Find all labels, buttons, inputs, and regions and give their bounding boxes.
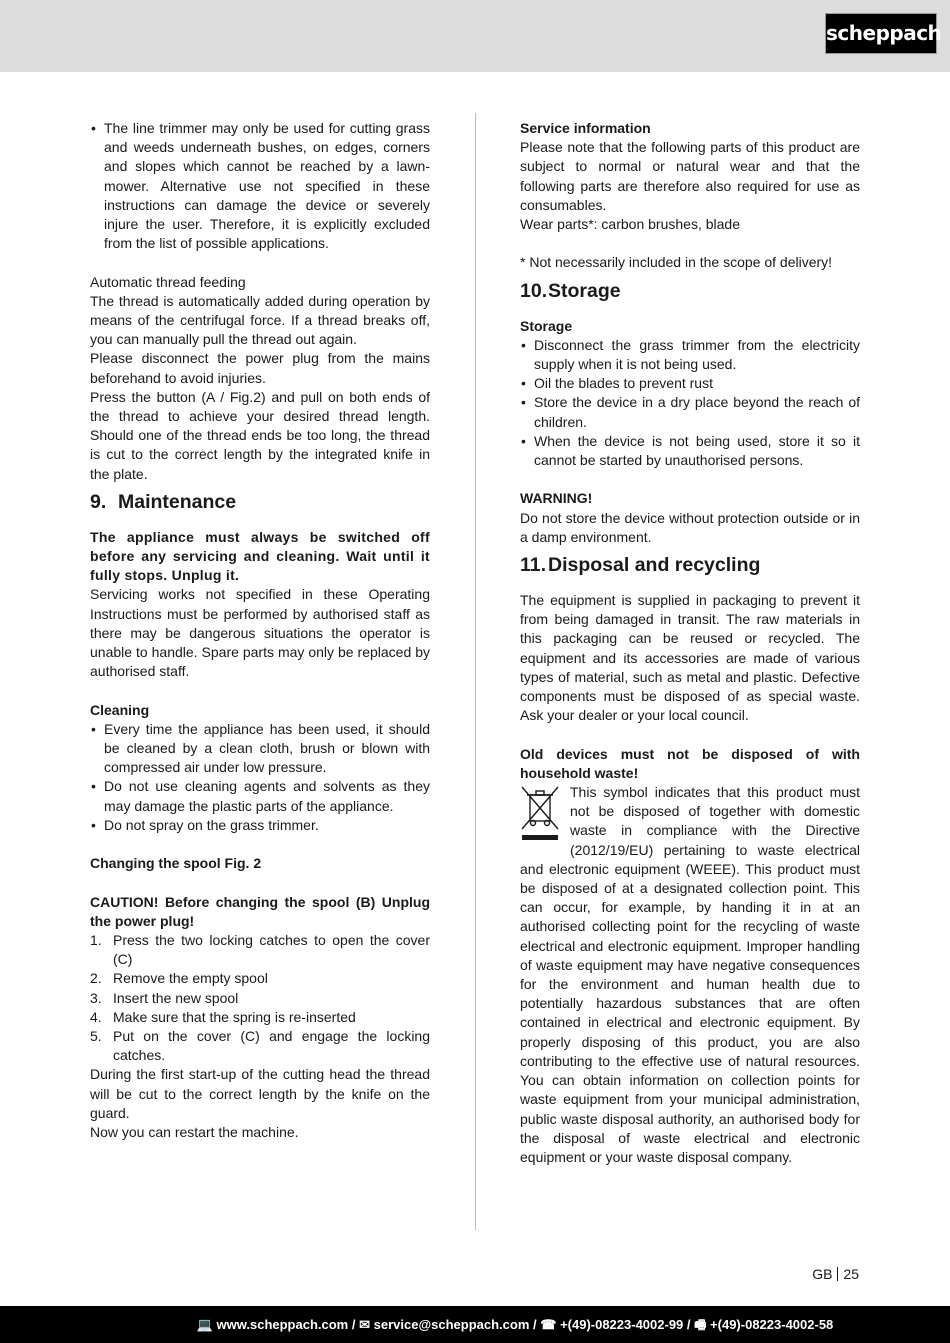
- scheppach-logo: scheppach: [825, 13, 937, 54]
- spool-title: Changing the spool Fig. 2: [90, 855, 262, 872]
- fax-icon: 🖷: [694, 1317, 707, 1332]
- paragraph: During the first start-up of the cutting head the thread will be cut to the correct length by the knife on the guard.: [90, 1066, 430, 1121]
- paragraph: Servicing works not specified in these Operating Instructions must be performed by authorised staff as there may be dangerous situations the operator is unable to handle. Spare parts may only be replaced by authorised staff.: [90, 586, 430, 680]
- page-footer: 💻 www.scheppach.com / ✉ service@scheppach.com / ☎ +(49)-08223-4002-99 / 🖷 +(49)-08223-4002-58: [0, 1306, 950, 1343]
- paragraph: Press the button (A / Fig.2) and pull on both ends of the thread to achieve your desired thread length. Should one of the thread ends be too long, the thread is cut to the correct length by the integrated knife in the plate.: [90, 388, 430, 482]
- phone-number: +(49)-08223-4002-99: [560, 1317, 684, 1332]
- email-link[interactable]: service@scheppach.com: [373, 1317, 530, 1332]
- phone-icon: ☎: [540, 1317, 557, 1332]
- column-divider: [475, 113, 476, 1230]
- left-column: [90, 119, 430, 1142]
- paragraph: Please note that the following parts of this product are subject to normal or natural wear and that the following parts are therefore also required for use as consumables.: [520, 139, 860, 213]
- list-item: 1. Press the two locking catches to open the cover (C): [90, 932, 430, 968]
- section-heading-maintenance: 9. Maintenance: [90, 490, 237, 513]
- cleaning-title: Cleaning: [90, 701, 150, 718]
- list-item: • Disconnect the grass trimmer from the electricity supply when it is not being used.: [520, 336, 860, 374]
- weee-crossed-bin-icon: [520, 785, 564, 843]
- right-column: [520, 119, 860, 1167]
- weee-paragraph: This symbol indicates that this product must not be disposed of together with domestic waste in compliance with the Directive (2012/19/EU) pertaining to waste electrical and electronic equipment (WEEE). This product must be disposed of at a designated collection point. This can occur, for example, by handing it in at an authorised collecting point for the recycling of waste electrical and electronic equipment. Improper handling of waste equipment may have negative consequences for the environment and human health due to potentially hazardous substances that are often contained in electrical and electronic equipment. By properly disposing of this product, you are also contributing to the effective use of natural resources. You can obtain information on collection points for waste equipment from your municipal administration, public waste disposal authority, an authorised body for the disposal of waste electrical and electronic equipment or your waste disposal company.: [520, 784, 860, 1165]
- old-devices-title: Old devices must not be disposed of with household waste!: [520, 745, 860, 781]
- maintenance-warning: The appliance must always be switched off before any servicing and cleaning. Wait until it fully stops. Unplug it.: [90, 528, 430, 584]
- spool-caution: CAUTION! Before changing the spool (B) Unplug the power plug!: [90, 893, 430, 929]
- fax-number: +(49)-08223-4002-58: [710, 1317, 834, 1332]
- website-link[interactable]: www.scheppach.com: [216, 1317, 349, 1332]
- service-title: Service information: [520, 120, 651, 136]
- footnote: * Not necessarily included in the scope of delivery!: [520, 254, 833, 271]
- list-item: • Do not spray on the grass trimmer.: [90, 816, 430, 835]
- wear-parts: Wear parts*: carbon brushes, blade: [520, 216, 740, 233]
- list-item: • Oil the blades to prevent rust: [520, 374, 860, 393]
- section-heading-disposal: 11. Disposal and recycling: [520, 554, 761, 577]
- spool-steps: [90, 931, 430, 1065]
- warning-title: WARNING!: [520, 490, 593, 507]
- section-heading-storage: 10.Storage: [520, 279, 621, 302]
- list-item: 3. Insert the new spool: [90, 989, 239, 1006]
- paragraph: The thread is automatically added during operation by means of the centrifugal force. If a thread breaks off, you can manually pull the thread out again.: [90, 292, 430, 348]
- storage-title: Storage: [520, 317, 573, 334]
- thread-feeding-title: Automatic thread feeding: [90, 273, 246, 290]
- list-item: • When the device is not being used, store it so it cannot be started by unauthorised persons.: [520, 432, 860, 470]
- list-item: • Every time the appliance has been used, it should be cleaned by a clean cloth, brush or blown with compressed air under low pressure.: [90, 720, 430, 778]
- page-header: [0, 0, 950, 72]
- list-item: • Store the device in a dry place beyond the reach of children.: [520, 393, 860, 431]
- paragraph: Now you can restart the machine.: [90, 1124, 299, 1141]
- email-icon: ✉: [359, 1317, 370, 1332]
- list-item: 4. Make sure that the spring is re-inserted: [90, 1008, 356, 1025]
- usage-bullet: • The line trimmer may only be used for cutting grass and weeds underneath bushes, on edges, corners and slopes which cannot be reached by a lawn-mower. Alternative use not specified in these instructions can damage the device or severely injure the user. Therefore, it is explicitly excluded from the list of possible applications.: [90, 119, 430, 253]
- computer-icon: 💻: [196, 1317, 213, 1332]
- paragraph: Please disconnect the power plug from the mains beforehand to avoid injuries.: [90, 350, 430, 386]
- paragraph: Do not store the device without protection outside or in a damp environment.: [520, 509, 860, 545]
- list-item: 5. Put on the cover (C) and engage the locking catches.: [90, 1028, 430, 1064]
- page-number: GB 25: [812, 1266, 859, 1282]
- storage-list: [520, 336, 860, 470]
- list-item: • Do not use cleaning agents and solvents as they may damage the plastic parts of the appliance.: [90, 777, 430, 815]
- cleaning-list: [90, 720, 430, 835]
- list-item: 2. Remove the empty spool: [90, 970, 268, 987]
- paragraph: The equipment is supplied in packaging to prevent it from being damaged in transit. The raw materials in this packaging can be reused or recycled. The equipment and its accessories are made of various types of material, such as metal and plastic. Defective components must be disposed of as special waste. Ask your dealer or your local council.: [520, 592, 860, 724]
